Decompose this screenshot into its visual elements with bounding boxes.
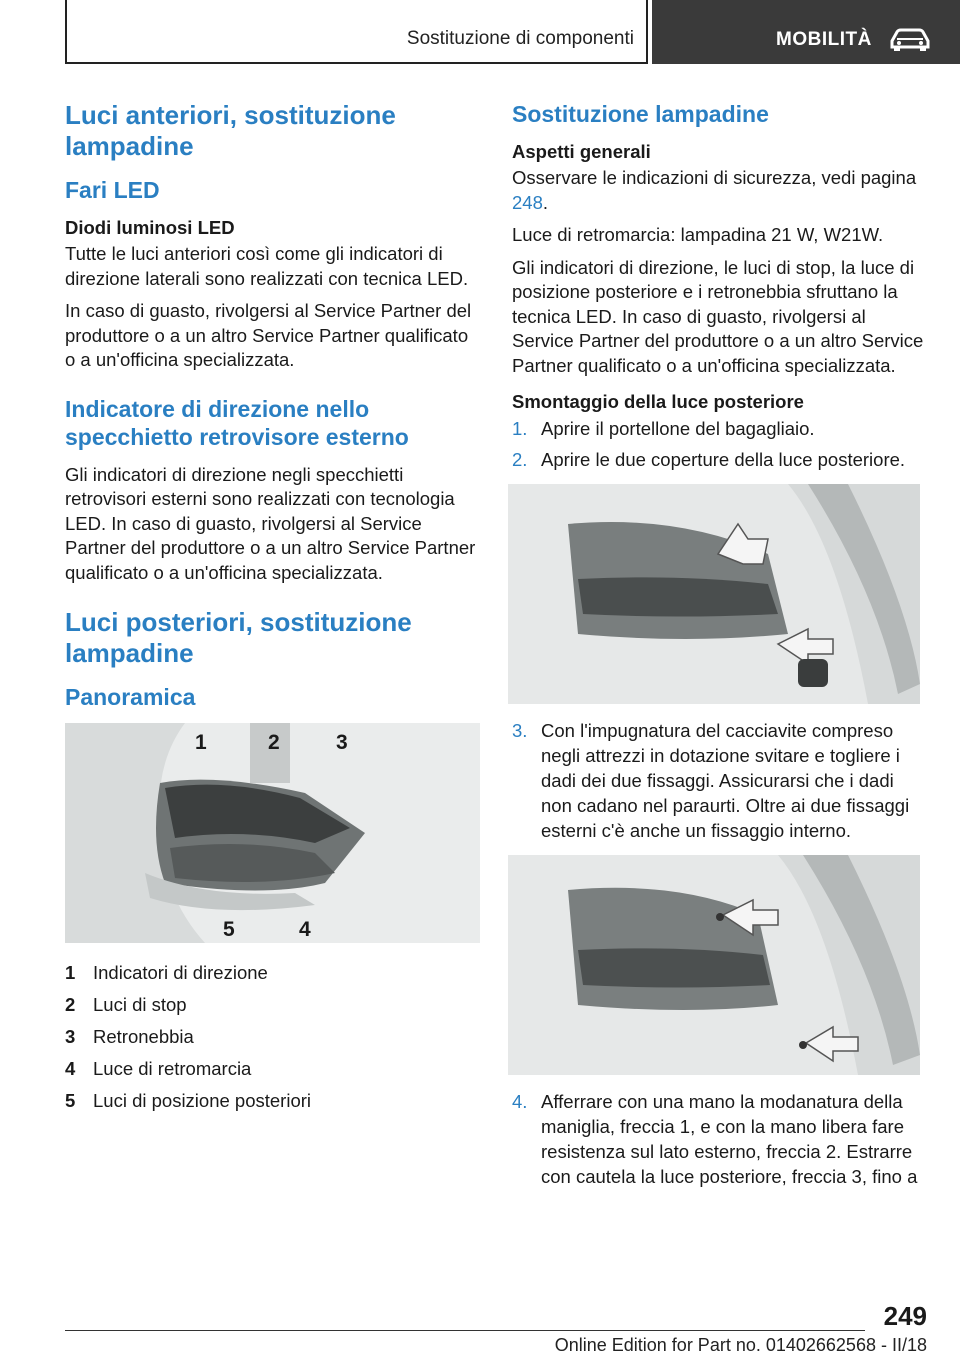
legend-label: Luci di stop — [93, 994, 187, 1015]
open-covers-illustration — [508, 484, 920, 704]
step-3 — [512, 718, 924, 843]
legend-item — [65, 1021, 480, 1053]
footer-divider — [65, 1330, 865, 1331]
step-text: Aprire le due coperture della luce posteriore. — [541, 449, 906, 470]
left-column — [65, 100, 480, 1117]
step-text: Aprire il portellone del bagagliaio. — [541, 418, 815, 439]
step-text: Afferrare con una mano la modanatura della maniglia, freccia 1, e con la mano libera fare resistenza sul lato esterno, freccia 2. Estrarre con cautela la luce posteriore, freccia 3, fino a — [541, 1091, 918, 1187]
legend-item — [65, 957, 480, 989]
step-number: 3. — [512, 720, 528, 741]
figure-label-5: 5 — [223, 918, 235, 941]
legend-label: Luce di retromarcia — [93, 1058, 252, 1079]
legend-number: 2 — [65, 994, 76, 1015]
figure-label-3: 3 — [336, 731, 348, 754]
rear-light-overview-figure — [65, 723, 480, 943]
step-number: 1. — [512, 418, 528, 439]
legend-item — [65, 1085, 480, 1117]
page-number: 249 — [883, 1301, 927, 1331]
heading-bulb-replacement: Sostituzione lampadine — [512, 101, 769, 127]
figure-label-4: 4 — [299, 918, 311, 941]
rear-light-illustration — [65, 723, 480, 943]
legend-item — [65, 989, 480, 1021]
header-chapter-title: MOBILITÀ — [776, 29, 872, 50]
legend-item — [65, 1053, 480, 1085]
step-text: Con l'impugnatura del cacciavite compreso negli attrezzi in dotazione svitare e togliere i dadi dei due fissaggi. Assicurarsi che i dadi non cadano nel paraurti. Oltre ai due fissaggi esterni c'è anche un fissaggio interno. — [541, 720, 910, 841]
legend-number: 1 — [65, 962, 76, 983]
legend-label: Retronebbia — [93, 1026, 194, 1047]
heading-led-headlights: Fari LED — [65, 177, 160, 203]
heading-front-lights: Luci anteriori, sostituzione lampadine — [65, 100, 396, 161]
step-2 — [512, 447, 924, 472]
step-1 — [512, 416, 924, 441]
figure-label-2: 2 — [268, 731, 280, 754]
legend-number: 4 — [65, 1058, 76, 1079]
car-icon — [888, 27, 932, 51]
header-section-box — [65, 0, 648, 64]
legend-label: Indicatori di direzione — [93, 962, 268, 983]
step-4 — [512, 1089, 924, 1189]
legend-number: 5 — [65, 1090, 76, 1111]
figure-label-1: 1 — [195, 731, 207, 754]
heading-general-aspects: Aspetti generali — [512, 141, 651, 162]
legend-list — [65, 957, 480, 1117]
legend-label: Luci di posizione posteriori — [93, 1090, 312, 1111]
paragraph-led-info: Tutte le luci anteriori così come gli indicatori di direzione laterali sono realizzati con tecnica LED. — [65, 243, 469, 289]
header-chapter-box — [652, 0, 960, 64]
heading-led-diodes: Diodi luminosi LED — [65, 217, 235, 238]
step-number: 2. — [512, 449, 528, 470]
legend-number: 3 — [65, 1026, 76, 1047]
paragraph-reverse-bulb: Luce di retromarcia: lampadina 21 W, W21W. — [512, 224, 884, 245]
heading-mirror-indicator: Indicatore di direzione nello specchietto retrovisore esterno — [65, 395, 409, 450]
paragraph-safety: Osservare le indicazioni di sicurezza, vedi pagina 248. — [512, 167, 917, 213]
heading-rear-lights: Luci posteriori, sostituzione lampadine — [65, 607, 412, 668]
fasteners-figure — [508, 855, 920, 1075]
paragraph-led-tech: Gli indicatori di direzione, le luci di stop, la luce di posizione posteriore e i retronebbia sfruttano la tecnica LED. In caso di guasto, rivolgersi al Service Partner del produttore o a un altro Service Partner qualificato o a un'officina specializzata. — [512, 256, 924, 376]
heading-overview: Panoramica — [65, 684, 196, 710]
header-section-title: Sostituzione di componenti — [406, 28, 634, 49]
open-covers-figure — [508, 484, 920, 704]
fasteners-illustration — [508, 855, 920, 1075]
right-column — [512, 100, 924, 1195]
footer-edition: Online Edition for Part no. 01402662568 - II/18 — [554, 1335, 927, 1355]
heading-removal: Smontaggio della luce posteriore — [512, 391, 804, 412]
paragraph-service: In caso di guasto, rivolgersi al Service Partner del produttore o a un altro Service Partner qualificato o a un'officina specializzata. — [65, 300, 472, 370]
page-reference-link[interactable]: 248 — [512, 191, 543, 213]
paragraph-mirror: Gli indicatori di direzione negli specchietti retrovisori esterni sono realizzati con tecnologia LED. In caso di guasto, rivolgersi al Service Partner del produttore o a un altro Service Partner qualificato o a un'officina specializzata. — [65, 463, 476, 583]
step-number: 4. — [512, 1091, 528, 1112]
